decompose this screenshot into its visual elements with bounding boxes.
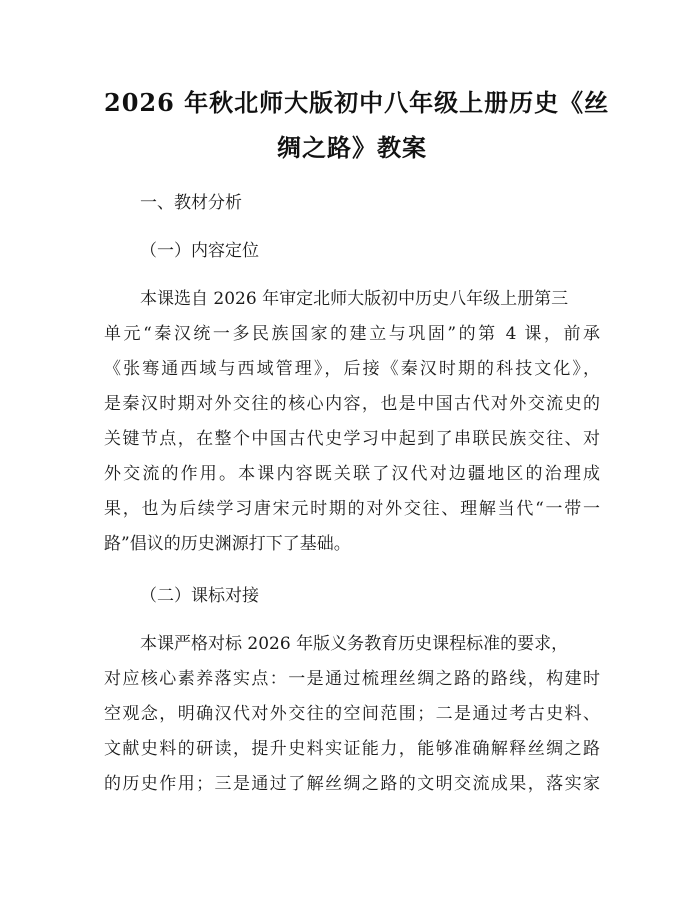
paragraph-line: 单元“秦汉统一多民族国家的建立与巩固”的第 4 课，前承: [104, 324, 600, 344]
paragraph-line: 的历史作用；三是通过了解丝绸之路的文明交流成果，落实家: [104, 774, 600, 794]
paragraph-line: 外交流的作用。本课内容既关联了汉代对边疆地区的治理成: [104, 464, 600, 484]
paragraph-line: 空观念，明确汉代对外交往的空间范围；二是通过考古史料、: [104, 704, 600, 724]
subsection-heading-curriculum-alignment: （二）课标对接: [140, 586, 259, 606]
paragraph-line: 文献史料的研读，提升史料实证能力，能够准确解释丝绸之路: [104, 739, 600, 759]
paragraph-line: 果，也为后续学习唐宋元时期的对外交往、理解当代“一带一: [104, 499, 600, 519]
paragraph-line: 路”倡议的历史渊源打下了基础。: [104, 534, 351, 554]
paragraph-line: 《张骞通西域与西域管理》，后接《秦汉时期的科技文化》，: [104, 359, 600, 379]
section-heading-textbook-analysis: 一、教材分析: [140, 193, 242, 213]
paragraph-line: 本课严格对标 2026 年版义务教育历史课程标准的要求，: [140, 634, 569, 654]
document-title-line-2: 绸之路》教案: [277, 133, 427, 162]
paragraph-line: 对应核心素养落实点：一是通过梳理丝绸之路的路线，构建时: [104, 669, 600, 689]
subsection-heading-content-positioning: （一）内容定位: [140, 241, 259, 261]
paragraph-line: 关键节点，在整个中国古代史学习中起到了串联民族交往、对: [104, 429, 600, 449]
document-title-line-1: 2026 年秋北师大版初中八年级上册历史《丝: [104, 88, 610, 117]
paragraph-line: 本课选自 2026 年审定北师大版初中历史八年级上册第三: [140, 289, 569, 309]
paragraph-line: 是秦汉时期对外交往的核心内容，也是中国古代对外交流史的: [104, 394, 600, 414]
